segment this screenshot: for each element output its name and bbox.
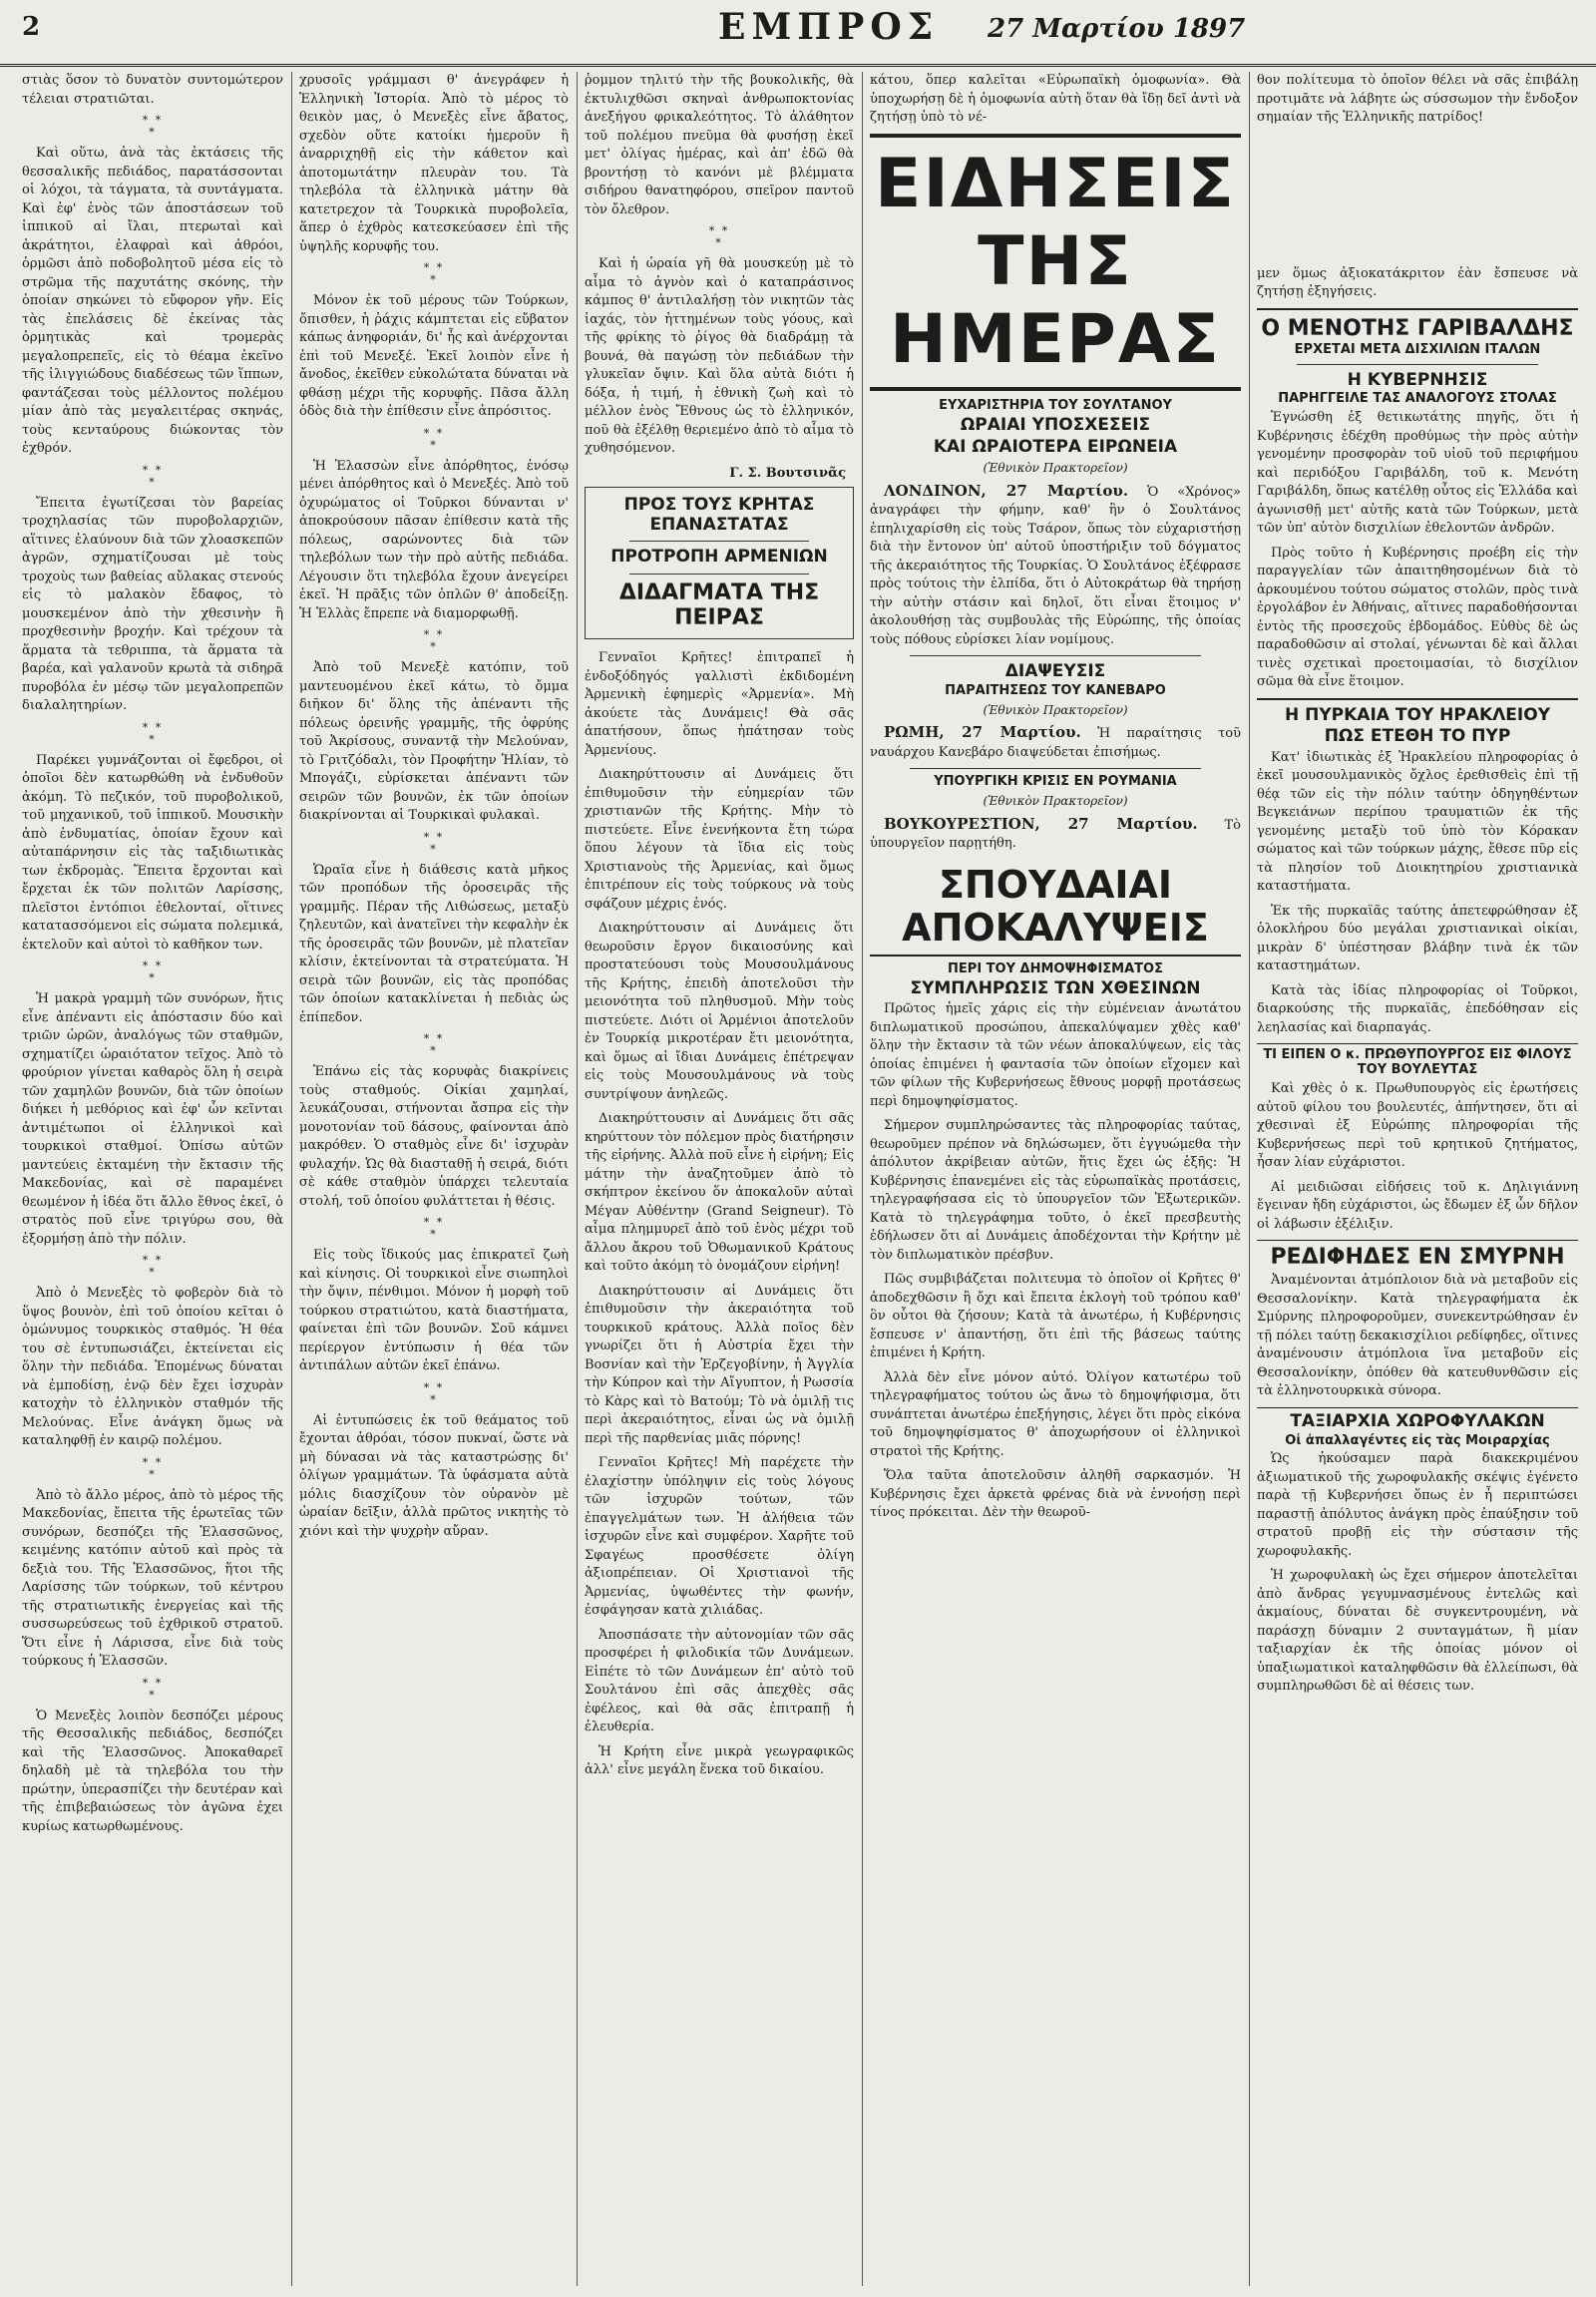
article-text: Καὶ χθὲς ὁ κ. Πρωθυπουργὸς εἰς ἐρωτήσεις αὐτοῦ φίλου του βουλευτές, ἀπήντησεν, ὅτι αἱ χθεσιναὶ ἐξ Εὐρώπης πληροφορίαι τῆς Κυβερνήσεως περὶ τοῦ κρητικοῦ ζητήματος, ἦσαν λίαν εὐχάριστοι. — [1257, 1081, 1578, 1171]
separator: * * * — [142, 959, 164, 984]
separator: * * * — [423, 261, 445, 286]
headline: Ο ΜΕΝΟΤΗΣ ΓΑΡΙΒΑΛΔΗΣ — [1257, 308, 1578, 341]
separator: * * * — [423, 1032, 445, 1057]
divider — [910, 768, 1201, 769]
article-text: Τὸ ὑπουργεῖον παρῃτήθη. — [870, 817, 1241, 852]
article-text: Μόνον ἐκ τοῦ μέρους τῶν Τούρκων, ὄπισθεν, ἡ ῥάχις κάμπτεται εἰς εὔβατον κάπως ἀνηφοριάν, δι' ἧς καὶ ἀνέρχονται ἐπὶ τοῦ Μενεξέ. Ἐκεῖ λοιπὸν εἶνε ἡ ἄνοδος, ἐκεῖθεν εὐκολώτατα δύναται νὰ φθάσῃ μέχρι τῆς κορυφῆς. Πᾶσα ἄλλη ὁδὸς διὰ τὴν ἐπίθεσιν εἶνε ἀπρόσιτος. — [299, 293, 569, 419]
article-text: Ἀποσπάσατε τὴν αὐτονομίαν τῶν σᾶς προσφέρει ἡ φιλοδικία τῶν Δυνάμεων. Εἰπέτε τὸ τῶν Δυνάμεων ἐπ' αὐτὸ τοῦ Σουλτάνου ἐπὶ σᾶς ἀπεχθὲς σᾶς ἐφέλεος, καὶ θὰ σᾶς ἐπιτραπῇ ἡ ἐλευθερία. — [585, 1627, 854, 1735]
column-4 — [870, 72, 1241, 2286]
article-text: Αἱ ἐντυπώσεις ἐκ τοῦ θεάματος τοῦ ἔχονται ἀθρόαι, τόσον πυκναί, ὥστε νὰ μὴ δύνασαι νὰ τὰς καταστρώσῃς δι' ὀλίγων γραμμάτων. Τὰ ὑφάσματα αὐτὰ μόλις διασχίζουν τὸν οὐρανὸν μὲ ὡραίαν δεῖξιν, ἀλλὰ πρῶτος νικητὴς τὸ χιόνι καὶ τὴν ψυχρὴν αὔραν. — [299, 1412, 569, 1539]
article-text: Ἡ παραίτησις τοῦ ναυάρχου Κανεβάρο διαψεύδεται ἐπισήμως. — [870, 726, 1241, 760]
article-text: Σήμερον συμπληρώσαντες τὰς πληροφορίας ταύτας, θεωροῦμεν πρέπον νὰ δηλώσωμεν, ὅτι ἐγγυώμεθα τὴν ἀπόλυτον ἀκρίβειαν αὐτῶν, ἥτις ἔχει ὡς ἑξῆς: Ἡ Κυβέρνησις ἐπανεμένει εἰς τὰς εὐρωπαϊκὰς προτάσεις, τηλεγραφήσασα εἰς τὸ ὑπουργεῖον τῶν Ἐξωτερικῶν. Κατὰ τὸ τηλεγράφημα τοῦτο, ὁ ἐκεῖ πρεσβευτὴς ἐδήλωσεν ὅτι αἱ Δυνάμεις ἀποδέχονται τὴν Κρήτην μὲ τὸν διπλωματικὸν πρέσβυν. — [870, 1118, 1241, 1263]
headline: ΤΙ ΕΙΠΕΝ Ο κ. ΠΡΩΘΥΠΟΥΡΓΟΣ ΕΙΣ ΦΙΛΟΥΣ ΤΟΥ ΒΟΥΛΕΥΤΑΣ — [1257, 1043, 1578, 1078]
article-text: Ἡ Κρήτη εἶνε μικρὰ γεωγραφικῶς ἀλλ' εἶνε μεγάλη ἕνεκα τοῦ δικαίου. — [585, 1743, 854, 1778]
article-text: Πρὸς τοῦτο ἡ Κυβέρνησις προέβη εἰς τὴν παραγγελίαν τῶν ἀπαιτηθησομένων διὰ τὸ ἀρκουμένου τούτου σώματος στολῶν, πρὸς τινὰ ἐργολάβον ἐν Ἀθήναις, αἵτινες παραδοθήσονται ἐντὸς τῆς προσεχοῦς ἑβδομάδος. Εὑθὺς δὲ ὡς παραδοθῶσιν αἱ στολαί, γένωνται δὲ καὶ ἄλλαι τινὲς σχετικαὶ προετοιμασίαι, τὸ δισχίλιον σῶμα θὰ εἶνε ἕτοιμον. — [1257, 545, 1578, 690]
article-text: Κατ' ἰδιωτικὰς ἐξ Ἡρακλείου πληροφορίας ὁ ἐκεῖ μουσουλμανικὸς ὄχλος ἐρεθισθεὶς ἐπὶ τῇ θέᾳ τῶν εἰς τὴν πόλιν ταύτην ὁδηγηθέντων Βεγκειάνων περίπου τραυματιῶν ἐκ τῆς γενομένης μεταξὺ τοῦ ὑπὸ τὸν Κόρακαν σώματος καὶ τῶν τούρκων μάχης, ἔθεσε πῦρ εἰς τὰ πλησίον τοῦ Διοικητηρίου χριστιανικὰ καταστήματα. — [1257, 749, 1578, 895]
column-2 — [299, 72, 569, 2286]
article-text: Ὁ «Χρόνος» ἀναγράφει τὴν φήμην, καθ' ἣν ὁ Σουλτάνος ἐπηλιχαρίσθη εἰς τοὺς Τσάρον, ὅπως τὸν εὐχαριστήσῃ διὰ τὴν ἔντονον ὑπ' αὐτοῦ ὑποστήριξιν τοῦ δόγματος τῆς ἀκεραιότητος τῆς Τουρκίας. Ὁ Σουλτάνος ἐξέφρασε πρὸς τούτοις τὴν ἐλπίδα, ὅτι ὁ Αὐτοκράτωρ θὰ τηρήσῃ τὴν αὐτὴν στάσιν καὶ δηλοῖ, ὅτι εἶναι ἕτοιμος ν' ἀκολουθήσῃ τὰς συμβουλὰς τῆς Εὐρώπης, τῆς ὁποίας τοὺς πόθους εὐρίσκει λίαν νομίμους. — [870, 484, 1241, 647]
article-text: κάτου, ὅπερ καλεῖται «Εὐρωπαϊκὴ ὁμοφωνία». Θὰ ὑποχωρήσῃ δὲ ἡ ὁμοφωνία αὐτὴ ὅταν θὰ ἴδῃ δεῖ ἀντὶ νὰ ζητήσῃ ὑπὸ τὸ νέ- — [870, 73, 1241, 125]
headline: ΤΑΞΙΑΡΧΙΑ ΧΩΡΟΦΥΛΑΚΩΝ — [1257, 1407, 1578, 1432]
article-text: ῥομμον τηλιτύ τὴν τῆς βουκολικῆς, θὰ ἐκτυλιχθῶσι σκηναὶ ἀνθρωποκτονίας ἀνεξήγου φρικαλεότητος. Τὸ ἀλάθητον τοῦ πολέμου πνεῦμα θὰ φυσήσῃ ἐκεῖ μετ' ὀλίγας ἡμέρας, καὶ ἀπ' ἐδῶ θὰ βροντήσῃ τὸ κανόνι μὲ βλέμματα σιδήρου θανατηφόρου, σπεῖρον παντοῦ τὸν ὄλεθρον. — [585, 73, 854, 217]
article-text: Ἀπὸ τοῦ Μενεξὲ κατόπιν, τοῦ μαντευομένου ἐκεῖ κάτω, τὸ ὄμμα διῆκον δι' ὅλης τῆς ἀπέναντι τῆς πόλεως ὀρεινῆς γραμμῆς, τῆς ὀφρύης τοῦ Ἀκρίσους, συναντᾷ τὴν Μελούναν, τὸ Γριτζόδαλι, τὸν Προφήτην Ἠλίαν, τὸ Μπογάζι, εὑρίσκεται ἀπέναντι τῶν σειρῶν τῶν βουνῶν, ἐκ τῶν ὁποίων διακρίνονται αἱ Τουρκικαὶ φυλακαὶ. — [299, 660, 569, 823]
separator: * * * — [142, 1676, 164, 1702]
article-text: Καὶ ἡ ὡραία γῆ θὰ μουσκεύῃ μὲ τὸ αἷμα τὸ ἀγνὸν καὶ ὁ καταπράσινος κάμπος θ' ἀντιλαλήσῃ τὸν νικητῶν τὰς ἰαχάς, τὸν ἡττημένων τοὺς γόους, καὶ τῆς φρίκης τὸ ῥίγος θὰ διαδράμῃ τὰ βουνά, θὰ παγώσῃ τὸν πεδιάδων τὴν γλυκεῖαν ὄψιν. Καὶ ὅλα αὐτὰ διότι ἡ δόξα, ἡ τιμή, ἡ ἐθνικὴ ζωὴ καὶ τὸ μέλλον ἐνὸς Ἔθνους ὡς τὸ ἑλληνικόν, ποῦ θὰ ἐξέλθῃ θεριεμένο ἀπὸ τὸ αἷμα τὸ χυθησόμενον. — [585, 256, 854, 456]
subheadline: ΠΑΡΑΙΤΗΣΕΩΣ ΤΟΥ ΚΑΝΕΒΑΡΟ — [945, 682, 1166, 698]
headline: ΣΠΟΥΔΑΙΑΙ ΑΠΟΚΑΛΥΨΕΙΣ — [870, 860, 1241, 957]
article-text: μεν ὅμως ἀξιοκατάκριτον ἐὰν ἔσπευσε νὰ ζητήσῃ ἐξηγήσεις. — [1257, 265, 1578, 299]
article-text: Ἡ μακρὰ γραμμὴ τῶν συνόρων, ἥτις εἶνε ἀπέναντι εἰς ἀπόστασιν δύο καὶ τριῶν ὡρῶν, ἀναλόγως τῶν σταθμῶν, σχηματίζει ὡραιότατον τεῖχος. Ἀπὸ τὸ φρούριον γίνεται καθαρὸς ὅλη ἡ σειρὰ τῶν χαμηλῶν βουνῶν, διὰ τῶν ὁποίων διήκει ἡ μεθόριος καὶ ἐφ' ὧν κεῖνται ἀντιμέτωποι οἱ ἑλληνικοὶ καὶ τουρκικοὶ σταθμοί. Ὀπίσω αὐτῶν μαντεύεις ἐκταμένη τὴν ἔκτασιν τῆς Μακεδονίας, καὶ σὲ παραμένει θεωμένον ἡ ἰδέα ὅτι ἄλλο ἔθνος ἐκεῖ, ὁ στρατὸς ποῦ εἶνε τριγύρω σου, θὰ ἐξορμήσῃ ἀπὸ τὴν πόλιν. — [22, 991, 283, 1247]
article-text: Γενναῖοι Κρῆτες! ἐπιτραπεῖ ἡ ἐνδοξόδηγός γαλλιστὶ ἐκδιδομένη Ἀρμενικὴ ἐφημερὶς «Ἀρμενία». Μὴ ἀκούετε τὰς Δυνάμεις! Θὰ σᾶς ἀπατήσουν, ὅπως ἠπάτησαν τοὺς Ἀρμενίους. — [585, 650, 854, 758]
author-signature: Γ. Σ. Βουτσινᾶς — [729, 465, 846, 481]
separator: * * * — [423, 1380, 445, 1406]
section-headline: ΕΙΔΗΣΕΙΣ ΤΗΣ ΗΜΕΡΑΣ — [870, 134, 1241, 392]
paper-name: ΕΜΠΡΟΣ — [718, 6, 940, 48]
column-divider — [1249, 72, 1250, 2286]
spacer — [1257, 134, 1578, 265]
article-text: Ὡραῖα εἶνε ἡ διάθεσις κατὰ μῆκος τῶν προπόδων τῆς ὀροσειρᾶς τῆς γραμμῆς. Πέραν τῆς Λιθώσεως, μεταξὺ ζηλευτῶν, καὶ ἀνατεῖνει τὴν κεφαλὴν ἐκ τῆς ὀροσειρᾶς τῶν βουνῶν, μὲ πλατεῖαν κλίσιν, ἐκτείνονται τὰ στρατεύματα. Ἡ σειρὰ τῶν βουνῶν, εἰς τὰς προπόδας τῶν ὁποίων κατακλίνεται ἡ πεδιὰς ὡς ἐπίπεδον. — [299, 862, 569, 1025]
article-text: Ἐπάνω εἰς τὰς κορυφὰς διακρίνεις τοὺς σταθμούς. Οἰκίαι χαμηλαί, λευκάζουσαι, στήνονται ἄσπρα εἰς τὴν μονοτονίαν τοῦ δάσους, φαίνονται ἀπὸ μακρόθεν. Ὁ σταθμὸς εἶνε δι' ἰσχυρὰν φυλαχήν. Ὡς θὰ διασταθῇ ἡ σειρά, διότι σὲ κάθε σταθμὸν ὑπάρχει τελευταία στολή, τοῦ ὁποίου φυλάττεται ἡ θέσις. — [299, 1064, 569, 1209]
column-3 — [585, 72, 854, 2286]
separator: * * * — [423, 830, 445, 856]
article-text: Διακηρύττουσιν αἱ Δυνάμεις ὅτι θεωροῦσιν ἔργον δικαιοσύνης καὶ προστατεύουσι τοὺς Μουσουλμάνους τῆς Κρήτης, ἐπειδὴ ἀποτελοῦσι τὴν μειονότητα τοῦ πληθυσμοῦ. Μὴν τοὺς πιστεύετε. Διότι οἱ Ἀρμένιοι ἀποτελοῦν ἐν Τουρκίᾳ μικροτέραν ἔτι μειονότητα, καὶ ὅμως αἱ ἴδιαι Δυνάμεις ἐπέτρεψαν εἰς τοὺς Μουσουλμάνους νὰ τοὺς συντρίψουν ἀνηλεῶς. — [585, 921, 854, 1102]
article-text: Γενναῖοι Κρῆτες! Μὴ παρέχετε τὴν ἐλαχίστην ὑπόληψιν εἰς τοὺς λόγους τῶν ἰσχυρῶν τούτων, τῶν ἐπαγγελμάτων των. Ἡ ἀλήθεια τῶν ἰσχυρῶν εἶνε καὶ συμφέρον. Χαρῆτε τοῦ Σφαγέως προσθέσετε ὀλίγη ἀξιοπρέπειαν. Οἱ Χριστιανοὶ τῆς Ἀρμενίας, ὑψωθέντες τὴν φωνήν, ἐσφάγησαν κατὰ χιλιάδας. — [585, 1455, 854, 1619]
subheadline: ΚΑΙ ΩΡΑΙΟΤΕΡΑ ΕΙΡΩΝΕΙΑ — [933, 436, 1178, 457]
separator: * * * — [142, 114, 164, 139]
dateline: ΡΩΜΗ, 27 Μαρτίου. — [884, 723, 1081, 742]
issue-date: 27 Μαρτίου 1897 — [988, 14, 1246, 44]
page-number: 2 — [22, 12, 41, 42]
divider — [1297, 364, 1538, 365]
separator: * * * — [423, 1216, 445, 1241]
subheadline: ΔΙΔΑΓΜΑΤΑ ΤΗΣ ΠΕΙΡΑΣ — [618, 579, 820, 630]
column-1 — [22, 72, 283, 2286]
article-text: Ἀλλὰ δὲν εἶνε μόνον αὐτό. Ὀλίγον κατωτέρω τοῦ τηλεγραφήματος τούτου ὡς ἄνω τὸ δημοψήφισμα, ὅτι συνάπτεται ἀνωτέρω ἐπεξήγησις, λέγει ὅτι πρὸς εἰκόνα τοῦ δημοψηφίσματος θ' ἀποχωρήσουν οἱ ἑλληνικοὶ στρατοὶ τῆς Κρήτης. — [870, 1369, 1241, 1459]
subheadline: ΠΩΣ ΕΤΕΘΗ ΤΟ ΠΥΡ — [1324, 726, 1511, 747]
article-text: Διακηρύττουσιν αἱ Δυνάμεις ὅτι ἐπιθυμοῦσιν τὴν ἀκεραιότητα τοῦ τουρκικοῦ κράτους. Ἀλλὰ ποῖος δὲν γνωρίζει ὅτι ἡ Αὐστρία ἔχει τὴν Βοσνίαν καὶ τὴν Ἑρζεγοβίνην, ἡ Ἀγγλία τὴν Κύπρον καὶ τὴν Αἴγυπτον, ἡ Ρωσσία τὸ Κὰρς καὶ τὸ Βατούμ; Τὸ νὰ ὁμιλῇ τις περὶ ἀκεραιότητος, εἶναι ὡς νὰ ὁμιλῇ περὶ τῆς παρθενίας μιᾶς πόρνης! — [585, 1283, 854, 1446]
article-text: Παρέκει γυμνάζονται οἱ ἔφεδροι, οἱ ὁποῖοι δὲν κατωρθώθη νὰ ἐνδυθοῦν ἀκόμη. Τὸ πεζικόν, τοῦ πυροβολικοῦ, τοῦ μηχανικοῦ, τοῦ ἱππικοῦ. Μουσικὴν ἀπὸ ἐνδυματίας, ὁποίαν ἔχουν καὶ αὐταπάρνησιν εἰς τὰς ταξιδιωτικὰς των ἐκδρομὰς. Ἔπειτα ἔρχονται καὶ ἔρχεται ἐκ τῶν πολιτῶν Λαρίσσης, πλεῖστοι ἐντόπιοι ἐθελονταί, οἵτινες κατατασσόμενοι εἰς σώματα πολεμικά, ἐκτελοῦν καὶ αὐτοὶ τὸ καθῆκον των. — [22, 752, 283, 953]
article-text: Ὁ Μενεξὲς λοιπὸν δεσπόζει μέρους τῆς Θεσσαλικῆς πεδιάδος, δεσπόζει καὶ τῆς Ἐλασσῶνος. Ἀποκαθαρεῖ δηλαδὴ μὲ τὰ τηλεβόλα του τὴν πρώτην, ὑπερασπίζει τὴν δευτέραν καὶ τῆς ἐπιβεβαιώσεως τὸν ἀγῶνα ἐχει κυρίως κατωρθωμένους. — [22, 1708, 283, 1834]
article-text: Ἀπὸ τὸ ἄλλο μέρος, ἀπὸ τὸ μέρος τῆς Μακεδονίας, ἔπειτα τῆς ἐρωτεῖας τῶν συνόρων, δεσπόζει τῆς Ἐλασσῶνος, κειμένης κατόπιν αὐτοῦ καὶ πρὸς τὰ δεξιὰ του. Τῆς Ἐλασσῶνος, ἥτοι τῆς Λαρίσσης τῶν τούρκων, τοῦ κέντρου τῆς στρατιωτικῆς ἐνεργείας καὶ τῆς συσσωρεύσεως τοῦ ἐχθρικοῦ στρατοῦ. Ὅτι εἶνε ἡ Λάρισσα, εἶνε διὰ τοὺς τούρκους ἡ Ἐλασσῶν. — [22, 1487, 283, 1669]
column-divider — [577, 72, 578, 2286]
subheadline: ΠΕΡΙ ΤΟΥ ΔΗΜΟΨΗΦΙΣΜΑΤΟΣ — [948, 960, 1163, 976]
news-source: (Ἐθνικὸν Πρακτορεῖον) — [983, 461, 1128, 476]
masthead — [0, 0, 1596, 67]
news-source: (Ἐθνικὸν Πρακτορεῖον) — [983, 702, 1128, 717]
article-text: Πῶς συμβιβάζεται πολιτευμα τὸ ὁποῖον οἱ Κρῆτες θ' ἀποδεχθῶσιν ἢ ὄχι καὶ ἔπειτα ἐκλογὴ τοῦ τρόπου καθ' ὃν οὗτοι θὰ ζήσουν; Κατὰ τὰ ἀνωτέρω, ἡ Κυβέρνησις ἔσπευσε ν' ἀπαντήσῃ, ὅτι ἐπὶ τῆς βάσεως ταύτης ἐπιμένει ἡ Κρήτη. — [870, 1272, 1241, 1361]
article-text: Ἀναμένονται ἀτμόπλοιον διὰ νὰ μεταβοῦν εἰς Θεσσαλονίκην. Κατὰ τηλεγραφήματα ἐκ Σμύρνης πληροφοροῦμεν, συνεκεντρώθησαν ἐν τῇ πόλει ταύτῃ δεκακισχίλιοι ρεδίφηδες, οἵτινες ἀναμένουσιν ἀτμόπλοια ἵνα μεταβοῦν εἰς Θεσσαλονίκην, ὁπόθεν θὰ κατευθυνθῶσιν εἰς τὰ ἑλληνοτουρκικὰ σύνορα. — [1257, 1273, 1578, 1399]
article-text: Ὅλα ταῦτα ἀποτελοῦσιν ἀληθῆ σαρκασμόν. Ἡ Κυβέρνησις ἔχει ἀρκετὰ φρένας διὰ νὰ ἐννοήσῃ περὶ τίνος πρόκειται. Δὲν τὴν θεωροῦ- — [870, 1468, 1241, 1521]
article-text: χρυσοῖς γράμμασι θ' ἀνεγράφεν ἡ Ἑλληνικὴ Ἱστορία. Ἀπὸ τὸ μέρος τὸ θεικὸν μας, ὁ Μενεξὲς εἶνε ἄβατος, σχεδὸν οὔτε κατοίκι ἡμεροῦν ἢ ἀναρριχηθῇ εἰς τὴν κάθετον καὶ ἀποτομωτάτην πλευρὰν του. Τὰ τηλεβόλα τὰ ἑλληνικὰ μάτην θὰ κατετρεχον τὰ Τουρκικὰ πυροβολεῖα, ἅπερ ὁ ἐχθρὸς κατεσκεύασεν ἐπὶ τῆς ὑψηλῆς κορυφῆς του. — [299, 73, 569, 254]
separator: * * * — [423, 628, 445, 653]
column-5 — [1257, 72, 1578, 2286]
article-text: Ἔπειτα ἐγωτίζεσαι τὸν βαρείας τροχηλασίας τῶν πυροβολαρχιῶν, αἵτινες ἐλαύνουν διὰ τῶν χλοασκεπῶν ἀγρῶν, σχηματίζουσαι μὲ τοὺς τροχοὺς των βαθείας αὔλακας στενούς εἰς τὸ μαλακὸν ἔδαφος, τὸ μουσκεμένον ἀπὸ τὴν χθεσινὴν ἢ προχθεσινὴν βροχήν. Καὶ τρέχουν τὰ ἅρματα τὰ τεθριππα, τὰ ἅρματα τὰ βαρέα, καὶ γαλανοῦν κρωτὰ τὰ σιδηρᾶ πυροβόλα ἐν μέσῳ τῶν μεγαλοπρεπῶν διαλαλητηρίων. — [22, 495, 283, 713]
separator: * * * — [708, 224, 730, 249]
separator: * * * — [142, 1455, 164, 1481]
article-text: στιὰς ὅσον τὸ δυνατὸν συντομώτερον τέλειαι στρατιῶται. — [22, 73, 283, 107]
article-text: Ἐγνώσθη ἐξ θετικωτάτης πηγῆς, ὅτι ἡ Κυβέρνησις ἐδέχθη προθύμως τὴν πρὸς αὐτὴν γενομένην προσφορὰν τοῦ υἱοῦ τοῦ περιφήμου καὶ περιδόξου Γαριβάλδη, τοῦ κ. Μενότη Γαριβάλδη, ὅπως κατέλθῃ οὗτος εἰς Ἑλλάδα καὶ ἀγωνισθῇ μετ' αὐτῆς κατὰ τῶν Τούρκων, μετὰ τῶν ὑπ' αὐτὸν δισχιλίων ἐθελοντῶν ἀνδρῶν. — [1257, 410, 1578, 537]
subheadline: ΠΑΡΗΓΓΕΙΛΕ ΤΑΣ ΑΝΑΛΟΓΟΥΣ ΣΤΟΛΑΣ — [1278, 391, 1557, 407]
column-divider — [862, 72, 863, 2286]
subheadline: Η ΚΥΒΕΡΝΗΣΙΣ — [1347, 369, 1488, 390]
subheadline: Οἱ ἀπαλλαγέντες εἰς τὰς Μοιραρχίας — [1285, 1432, 1550, 1448]
headline: Η ΠΥΡΚΑΙΑ ΤΟΥ ΗΡΑΚΛΕΙΟΥ — [1257, 698, 1578, 726]
article-text: Ὡς ἠκούσαμεν παρὰ διακεκριμένου ἀξιωματικοῦ τῆς χωροφυλακῆς σκέψις ἐγένετο παρὰ τῇ Κυβερνήσει ὅπως ἐν ἦ περιπτώσει παραστῇ ἀπόλυτος ἀνάγκη πρὸς ἐπαύξησιν τοῦ στρατοῦ προβῇ εἰς τὴν σύστασιν τῆς χωροφυλακῆς. — [1257, 1451, 1578, 1559]
article-text: Καὶ οὕτω, ἀνὰ τὰς ἐκτάσεις τῆς θεσσαλικῆς πεδιάδος, παρατάσσονται οἱ λόχοι, τὰ τάγματα, τὰ συντάγματα. Καὶ ἐφ' ἑνὸς τῶν ἀποστάσεων τοῦ ἱππικοῦ αἱ ἴλαι, πτερωταὶ καὶ ἀκράτητοι, ἐλαφραὶ καὶ ἀθρόοι, ὁρμῶσι ἀπὸ ποδοβολητοῦ μέσα εἰς τὸ στρῶμα τῆς παχυτάτης σκόνης, τὴν ὁποίαν σηκώνει τὸ εὔφορον γῆν. Εἰς τὰς ἐπελάσεις δὲ ἐκείνας τὰς ὁρμητικὰς καὶ τρομερὰς μεγαλοπρεπεῖς, εἰς τὸ θέαμα ἐκεῖνο τῆς ἰλιγγιώδους διαδέσεως τῶν ἵππων, φαντάζεσαι τοὺς μέλλοντος πολέμου μίαν ἀπὸ τὰς μεγαλειτέρας σκηνάς, τοὺς κενταύρους διώκοντας τὸν ἐχθρόν. — [22, 146, 283, 456]
separator: * * * — [423, 426, 445, 452]
divider — [629, 541, 809, 542]
subheadline: ΠΡΟΤΡΟΠΗ ΑΡΜΕΝΙΩΝ — [610, 547, 828, 568]
headline: ΡΕΔΙΦΗΔΕΣ ΕΝ ΣΜΥΡΝΗ — [1257, 1240, 1578, 1270]
divider — [910, 655, 1201, 656]
news-source: (Ἐθνικὸν Πρακτορεῖον) — [983, 794, 1128, 809]
article-text: Διακηρύττουσιν αἱ Δυνάμεις ὅτι ἐπιθυμοῦσιν τὴν εὐημερίαν τῶν χριστιανῶν τῆς Κρήτης. Μὴν τὸ πιστεύετε. Εἶνε ἐνενήκοντα ἔτη τώρα ὅπου λέγουν τὰ ἴδια εἰς τοὺς Χριστιανοὺς τῆς Ἀρμενίας, καὶ ὅμως ἐπιτρέπουν εἰς τοὺς τούρκους νὰ τοὺς σφάζουν μέχρις ἑνός. — [585, 767, 854, 912]
article-text: Πρῶτος ἡμεῖς χάρις εἰς τὴν εὐμένειαν ἀνωτάτου διπλωματικοῦ προσώπου, ἀπεκαλύψαμεν χθὲς καθ' ὅλην τὴν ἔκτασιν τὰ τῶν νέων ἀποκαλύψεων, εἰς τὰς ὁποίας ἐπιμένει ἡ φαντασία τῶν ὁποίων εἴχομεν καὶ τῶν φίλων τῆς Κυβερνήσεως ἔθνους μορφῇ προτάσεως περὶ δημοψηφίσματος. — [870, 1001, 1241, 1109]
headline: ΠΡΟΣ ΤΟΥΣ ΚΡΗΤΑΣ ΕΠΑΝΑΣΤΑΤΑΣ — [623, 495, 815, 535]
article-text: Αἱ μειδιῶσαι εἰδήσεις τοῦ κ. Δηλιγιάννη ἔγειναν ἤδη εὐχάριστοι, ὡς ἔδωμεν ἐξ ὧν δῆλον οἱ λάβωσιν ἐξέλιξιν. — [1257, 1179, 1578, 1232]
separator: * * * — [142, 720, 164, 746]
headline: ΥΠΟΥΡΓΙΚΗ ΚΡΙΣΙΣ ΕΝ ΡΟΥΜΑΝΙΑ — [934, 774, 1177, 790]
article-text: Κατὰ τὰς ἰδίας πληροφορίας οἱ Τοῦρκοι, διαρκούσης τῆς πυρκαϊᾶς, ἐπεδόθησαν εἰς λεηλασίας καὶ διαρπαγάς. — [1257, 982, 1578, 1035]
article-text: Ἡ χωροφυλακὴ ὡς ἔχει σήμερον ἀποτελεῖται ἀπὸ ἄνδρας γεγυμνασμένους ἐντελῶς καὶ ἀκμαίους, δύναται δὲ συγκεντρουμένη, νὰ παράσχῃ δύναμιν 2 συνταγμάτων, ἢ μίαν ταξιαρχίαν ἐκ τῆς ὁποίας μόνον οἱ ὑπαξιωματικοὶ καταληφθῶσιν θὰ ἐλλείπωσι, θὰ συμπληρωθῶσι δὲ αἱ θέσεις των. — [1257, 1568, 1578, 1695]
dateline: ΛΟΝΔΙΝΟΝ, 27 Μαρτίου. — [884, 481, 1129, 500]
separator: * * * — [142, 1254, 164, 1279]
article-text: Διακηρύττουσιν αἱ Δυνάμεις ὅτι σᾶς κηρύττουν τὸν πόλεμον πρὸς διατήρησιν τῆς εἰρήνης. Ἀλλὰ ποῦ εἶνε ἡ εἰρήνη; Εἰς μάτην τὴν ἀναζητοῦμεν ἀπὸ τὸ σκήπτρον ἐκείνου ὅν ἀποκαλοῦν αὐταὶ Μέγαν Αὐθέντην (Grand Seigneur). Τὸ αἷμα πλημμυρεῖ ἀπὸ τοῦ ἑνὸς μέχρι τοῦ ἄλλου ἄκρου τοῦ Ὀθωμανικοῦ Κράτους καὶ τοῦτο ἀκόμη τὸ ὀνομάζουν εἰρήνη! — [585, 1111, 854, 1275]
separator: * * * — [142, 463, 164, 489]
subheadline: ΕΡΧΕΤΑΙ ΜΕΤΑ ΔΙΣΧΙΛΙΩΝ ΙΤΑΛΩΝ — [1294, 341, 1541, 357]
dateline: ΒΟΥΚΟΥΡΕΣΤΙΟΝ, 27 Μαρτίου. — [884, 814, 1198, 833]
article-text: Εἰς τοὺς ἴδικούς μας ἐπικρατεῖ ζωὴ καὶ κίνησις. Οἱ τουρκικοὶ εἶνε σιωπηλοὶ τὴν ὄψιν, πένθιμοι. Μόνον ἡ μορφὴ τοῦ τούρκου στρατιώτου, κατὰ διαστήματα, φαίνεται ἐπὶ τῶν βουνῶν. Σοῦ κάμνει περίεργον ἐντύπωσιν ἡ θέα τῶν ἀντιπάλων αὐτῶν ἐκεῖ ἐπάνω. — [299, 1248, 569, 1373]
article-text: Ἡ Ἐλασσὼν εἶνε ἀπόρθητος, ἐνόσῳ μένει ἀπόρθητος καὶ ὁ Μενεξές. Ἀπὸ τοῦ ὀχυρώματος οἱ Τοῦρκοι δύνανται ν' ἀποκρούσουν πᾶσαν ἐπίθεσιν κατὰ τῆς πόλεως, σαρώνοντες διὰ τῶν τηλεβόλων των τὴν πρὸ αὐτῆς πεδιάδα. Λέγουσιν ὅτι τηλεβόλα ἔχουν ἀνεγείρει ἐκεῖ. Ἡ πρᾶξις τῶν ὁπλῶν θ' ἀποδείξῃ. Ἡ Ἑλλὰς ἔπρεπε νὰ διαμορφωθῇ. — [299, 458, 569, 621]
headline: ΔΙΑΨΕΥΣΙΣ — [1004, 661, 1106, 682]
article-text: Ἀπὸ ὁ Μενεξὲς τὸ φοβερὸν διὰ τὸ ὕψος βουνὸν, ἐπὶ τοῦ ὁποίου κεῖται ὁ ὁμώνυμος τουρκικὸς σταθμός. Ἡ θέα του σὲ ἐντυπωσιάζει, ἐκτείνεται εἰς ὅλην τὴν πεδιάδα. Ἐπομένως δύναται νὰ ἐμποδίσῃ, ἐνῷ δὲν ἔχει ἰσχυρὰν κατοχὴν τὸ ἑλληνικὸν σταθμόν τῆς Μελούνας. Εἶνε ἀνάγκη ὅμως νὰ καταληφθῇ ἐν καιρῷ πολέμου. — [22, 1286, 283, 1448]
headline: ΕΥΧΑΡΙΣΤΗΡΙΑ ΤΟΥ ΣΟΥΛΤΑΝΟΥ — [939, 398, 1172, 414]
headline-box — [585, 487, 854, 639]
subheadline: ΩΡΑΙΑΙ ΥΠΟΣΧΕΣΕΙΣ — [960, 415, 1151, 435]
article-text: Ἐκ τῆς πυρκαϊᾶς ταύτης ἀπετεφρώθησαν ἐξ ὁλοκλήρου δύο μεγάλαι χριστιανικαὶ οἰκίαι, μικρὰν δ' ὑπέστησαν βλάβην τινὰ ἐκ τῶν καταστημάτων. — [1257, 903, 1578, 974]
subheadline: ΣΥΜΠΛΗΡΩΣΙΣ ΤΩΝ ΧΘΕΣΙΝΩΝ — [910, 977, 1201, 998]
column-divider — [291, 72, 292, 2286]
article-text: θον πολίτευμα τὸ ὁποῖον θέλει νὰ σᾶς ἐπιβάλῃ προτιμᾶτε νὰ λάβητε ὡς σύσσωμον τὴν ἔνδοξον σημαίαν τῆς Ἑλληνικῆς πατρίδος! — [1257, 73, 1578, 125]
